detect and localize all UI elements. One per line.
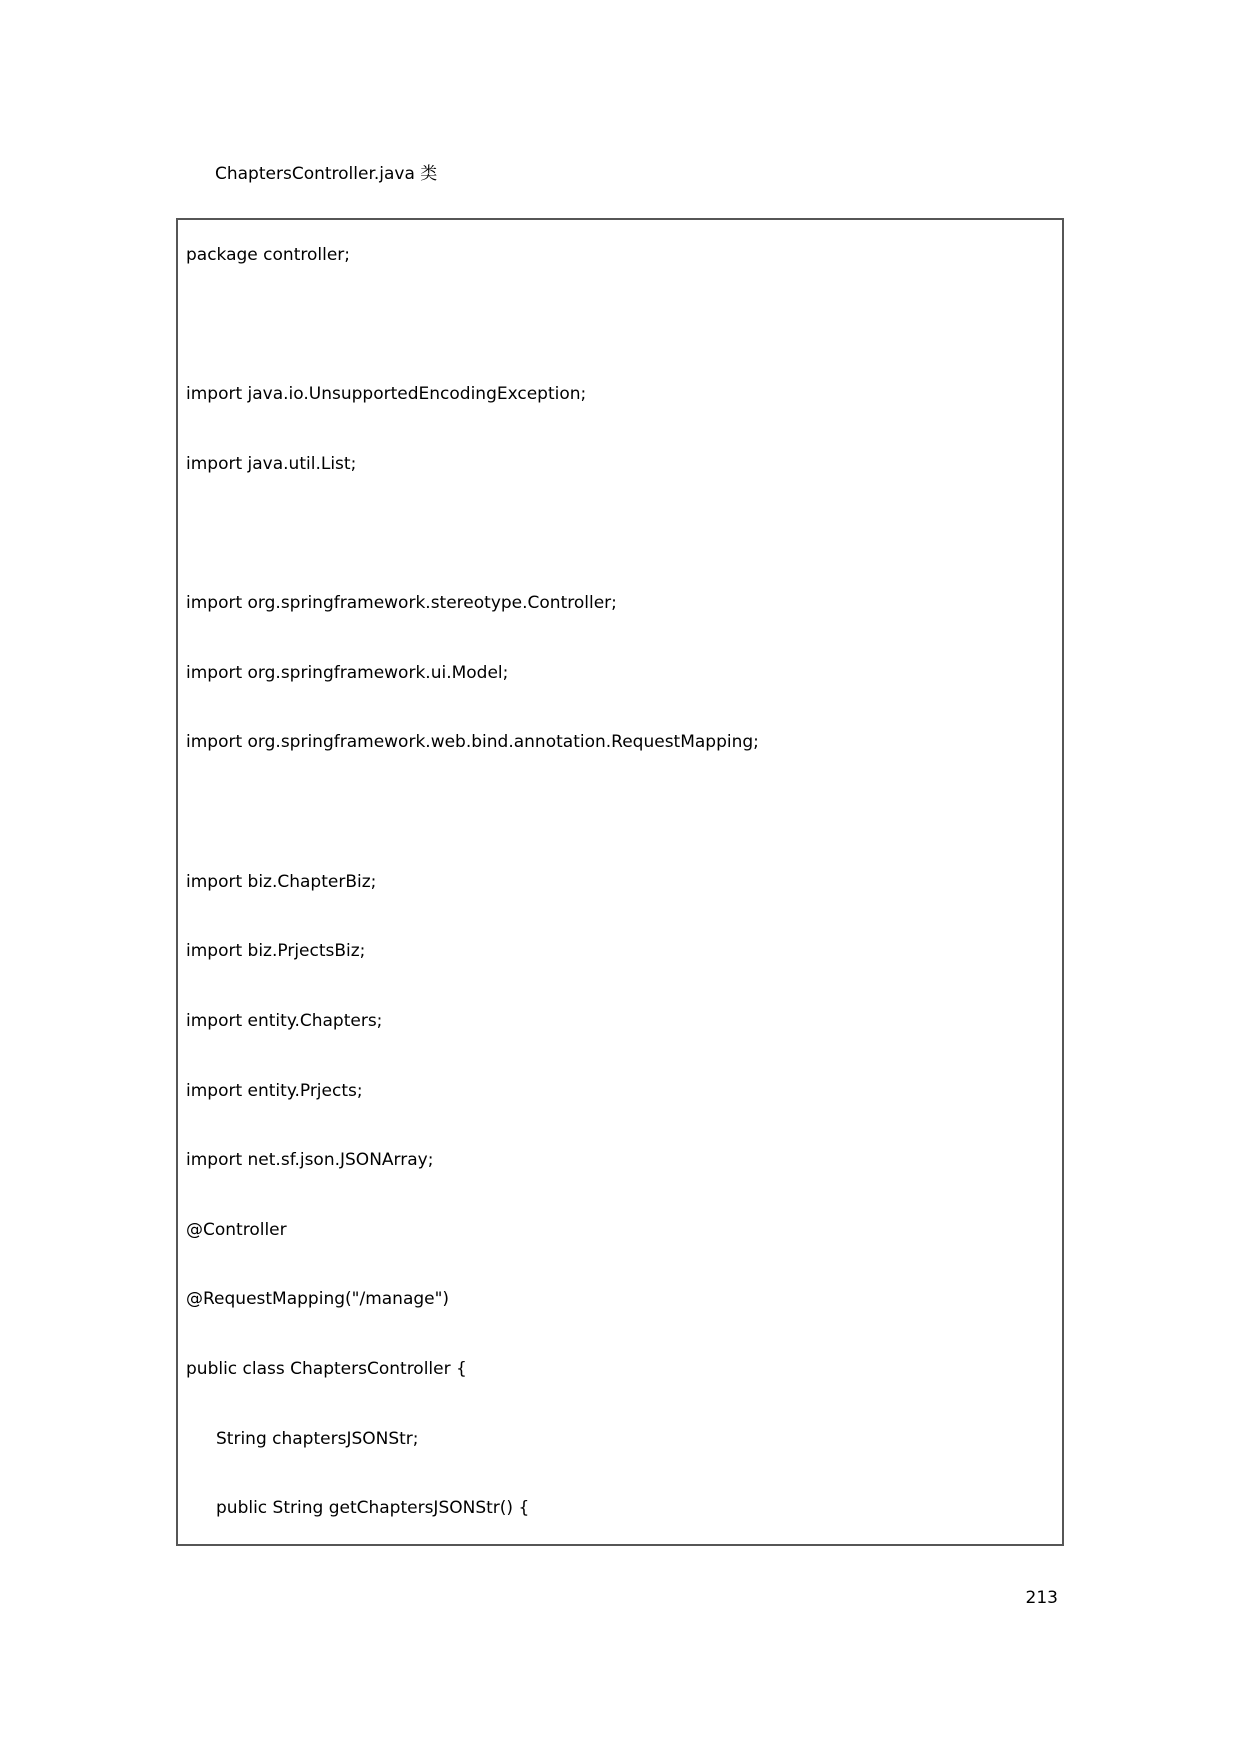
code-line: import org.springframework.web.bind.annotation.RequestMapping;	[186, 732, 759, 753]
code-line: import biz.PrjectsBiz;	[186, 941, 366, 962]
code-line: public class ChaptersController {	[186, 1359, 467, 1380]
code-line: import entity.Prjects;	[186, 1080, 363, 1101]
code-line: String chaptersJSONStr;	[216, 1428, 419, 1449]
code-line-blank	[178, 777, 1062, 847]
page-title: ChaptersController.java 类	[215, 164, 438, 184]
code-line: @RequestMapping("/manage")	[186, 1289, 450, 1310]
code-line: import org.springframework.stereotype.Controller;	[186, 593, 617, 614]
code-line-blank	[178, 499, 1062, 569]
code-line: import java.util.List;	[186, 453, 357, 474]
code-line: import entity.Chapters;	[186, 1010, 383, 1031]
code-line: import net.sf.json.JSONArray;	[186, 1150, 434, 1171]
code-line: @Controller	[186, 1219, 287, 1240]
code-line: import biz.ChapterBiz;	[186, 871, 377, 892]
code-line: public String getChaptersJSONStr() {	[216, 1498, 530, 1519]
code-listing-box	[176, 218, 1064, 1546]
code-line-blank	[178, 290, 1062, 360]
code-line: import java.io.UnsupportedEncodingException;	[186, 384, 587, 405]
page-number: 213	[1025, 1588, 1058, 1608]
code-line: package controller;	[186, 244, 350, 265]
code-line: import org.springframework.ui.Model;	[186, 662, 509, 683]
